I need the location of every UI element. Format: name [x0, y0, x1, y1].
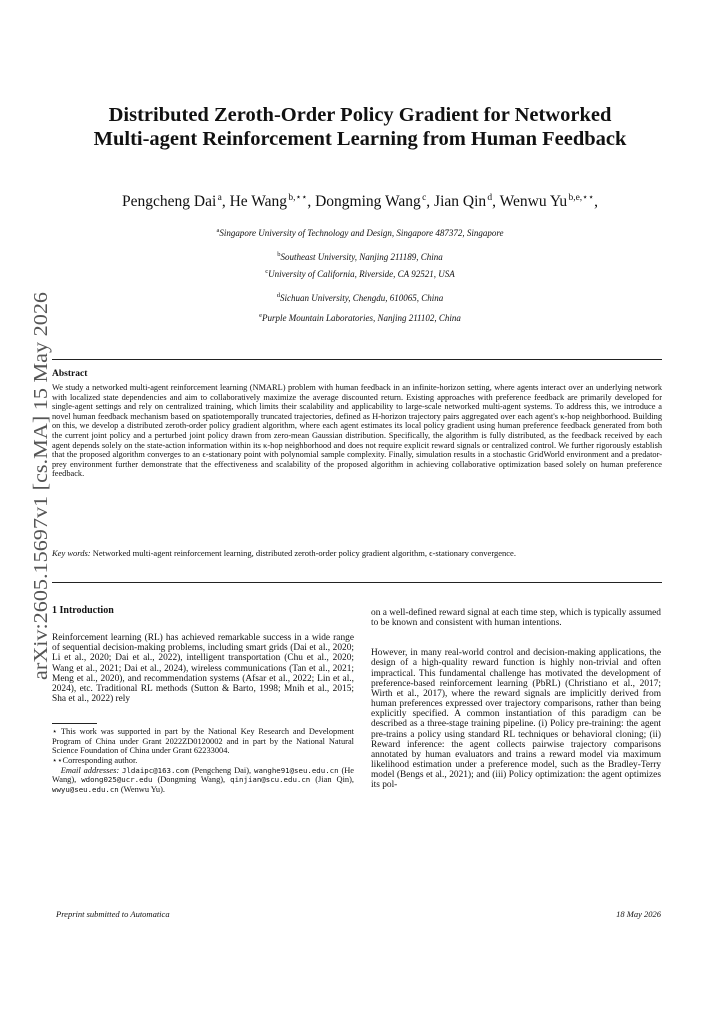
abstract-body: We study a networked multi-agent reinforcement learning (NMARL) problem with human feedback in an infinite-horizon setting, where agents interact over an underlying network with localized state dependencies and aim to collaboratively maximize the average discounted return. Existing approaches with preference feedback are primarily developed for single-agent settings and rely on centralized training, which limits their scalability and applicability to large-scale networked multi-agent systems. To address this, we introduce a novel human feedback mechanism based on spatiotemporally truncated trajectories, defined as H-horizon trajectory pairs aggregated over each agent's κ-hop neighborhood. Building on this, we develop a distributed zeroth-order policy gradient algorithm, where each agent estimates its local policy gradient using human preference feedback generated from both the current joint policy and a perturbed joint policy drawn from zero-mean Gaussian distribution. Specifically, the algorithm is fully distributed, as the feedback received by each agent depends solely on the state-action information within its κ-hop neighborhood and does not require explicit reward signals or centralized control. We further rigorously establish that the proposed algorithm converges to an ϵ-stationary point with polynomial sample complexity. Finally, simulation results in a stochastic GridWorld environment and a predator-prey environment further demonstrate that the effectiveness and scalability of the proposed algorithm in achieving collaborative optimization based solely on human preference feedback.	[52, 383, 662, 479]
affiliation-text: Singapore University of Technology and Design, Singapore 487372, Singapore	[219, 228, 504, 238]
keywords	[52, 549, 662, 559]
right-column	[371, 608, 661, 791]
affiliation-text: University of California, Riverside, CA 92521, USA	[268, 269, 455, 279]
affiliation	[60, 312, 660, 323]
corresponding-author-footnote: ⋆⋆Corresponding author.	[52, 756, 138, 766]
keywords-label: Key words:	[52, 548, 91, 558]
author-affil-mark: b,e,⋆⋆	[568, 193, 595, 203]
footer-date: 18 May 2026	[616, 909, 661, 919]
paper-title	[40, 103, 680, 151]
author-affil-mark: d	[487, 193, 493, 203]
email-footnote	[52, 766, 354, 795]
email-owner: (He Wang),	[52, 765, 355, 785]
author-name: Pengcheng Dai	[122, 193, 217, 211]
email-link[interactable]: wanghe91@seu.edu.cn	[254, 765, 339, 775]
keywords-text: Networked multi-agent reinforcement learning, distributed zeroth-order policy gradient algorithm, ϵ-stationary convergence.	[92, 548, 516, 558]
affiliation-text: Sichuan University, Chengdu, 610065, China	[280, 293, 444, 303]
author-name: Dongming Wang	[315, 193, 421, 211]
author-affil-mark: c	[422, 193, 427, 203]
email-label: Email addresses:	[60, 765, 120, 775]
affiliation	[60, 227, 660, 238]
affiliation-mark: e	[259, 312, 262, 319]
author-name: He Wang	[229, 193, 288, 211]
affiliation	[60, 268, 660, 279]
intro-paragraph: Reinforcement learning (RL) has achieved remarkable success in a wide range of sequential decision-making problems, including smart grids (Dai et al., 2020; Li et al., 2020; Dai et al., 2022), intelligent transportation (Chu et al., 2020; Wang et al., 2021; Dai et al., 2024), wireless communications (Tan et al., 2021; Meng et al., 2020), and recommendation systems (Afsar et al., 2022; Lin et al., 2024), etc. Traditional RL methods (Sutton & Barto, 1998; Mnih et al., 2015; Sha et al., 2022) rely	[52, 633, 354, 705]
arxiv-identifier: arXiv:2605.15697v1 [cs.MA] 15 May 2026	[30, 321, 52, 680]
email-owner: (Wenwu Yu).	[120, 784, 165, 794]
email-link[interactable]: qinjian@scu.edu.cn	[230, 775, 311, 785]
author-name: Wenwu Yu	[499, 193, 568, 211]
affiliation-text: Purple Mountain Laboratories, Nanjing 211102, China	[261, 313, 461, 323]
affiliation-mark: b	[277, 251, 281, 258]
affiliation-mark: d	[276, 292, 280, 299]
email-owner: (Pengcheng Dai),	[191, 765, 252, 775]
abstract-heading: Abstract	[52, 369, 88, 379]
intro-paragraph-continued: on a well-defined reward signal at each time step, which is typically assumed to be known and consistent with human intentions.	[371, 608, 661, 629]
arxiv-sidebar	[22, 290, 56, 680]
footer-preprint-note: Preprint submitted to Automatica	[56, 909, 170, 919]
email-link[interactable]: wwyu@seu.edu.cn	[52, 784, 119, 794]
footnote-rule	[52, 723, 97, 724]
affiliation-text: Southeast University, Nanjing 211189, China	[280, 252, 443, 262]
author-name: Jian Qin	[434, 193, 487, 211]
affiliation	[60, 251, 660, 262]
author-list: Pengcheng Dai $^a$, He Wang $^{b,⋆⋆}$, Dongming Wang $^c$, Jian Qin $^d$, Wenwu Yu $^{b,e,⋆⋆}$,	[122, 193, 598, 211]
author-affil-mark: b,⋆⋆	[288, 193, 308, 203]
author-affil-mark: a	[217, 193, 222, 203]
affiliation-mark: a	[216, 227, 220, 234]
section-heading-introduction: 1 Introduction	[52, 605, 114, 616]
email-link[interactable]: Jldaipc@163.com	[122, 765, 189, 775]
left-column	[52, 606, 354, 794]
affiliation-mark: c	[265, 268, 269, 275]
abstract-top-rule	[52, 359, 662, 360]
email-owner: (Dongming Wang),	[157, 775, 226, 785]
intro-paragraph-pbrl: However, in many real-world control and decision-making applications, the design of a high-quality reward function is highly non-trivial and often impractical. This fundamental challenge has motivated the development of preference-based reinforcement learning (PbRL) (Christiano et al., 2017; Wirth et al., 2017), where the reward signals are implicitly derived from human preferences expressed over trajectory comparisons, rather than being explicitly specified. A common instantiation of this paradigm can be described as a three-stage training pipeline. (i) Policy pre-training: the agent pre-trains a policy using standard RL techniques or behavioral cloning; (ii) Reward inference: the agent collects pairwise trajectory comparisons annotated by human evaluators and trains a reward model via maximum likelihood estimation under a preference model, such as the Bradley-Terry model (Bengs et al., 2021); and (iii) Policy optimization: the agent optimizes its pol-	[371, 648, 661, 791]
funding-footnote: ⋆ This work was supported in part by the National Key Research and Development Program of China under Grant 2022ZD0120002 and in part by the National Natural Science Foundation of China under Grant 62233004.	[52, 727, 354, 756]
email-owner: (Jian Qin),	[315, 775, 355, 785]
affiliation	[60, 292, 660, 303]
email-link[interactable]: wdong025@ucr.edu	[81, 775, 153, 785]
title-line-1: Distributed Zeroth-Order Policy Gradient for Networked	[108, 104, 612, 126]
keywords-bottom-rule	[52, 582, 662, 583]
title-line-2: Multi-agent Reinforcement Learning from Human Feedback	[93, 128, 627, 150]
